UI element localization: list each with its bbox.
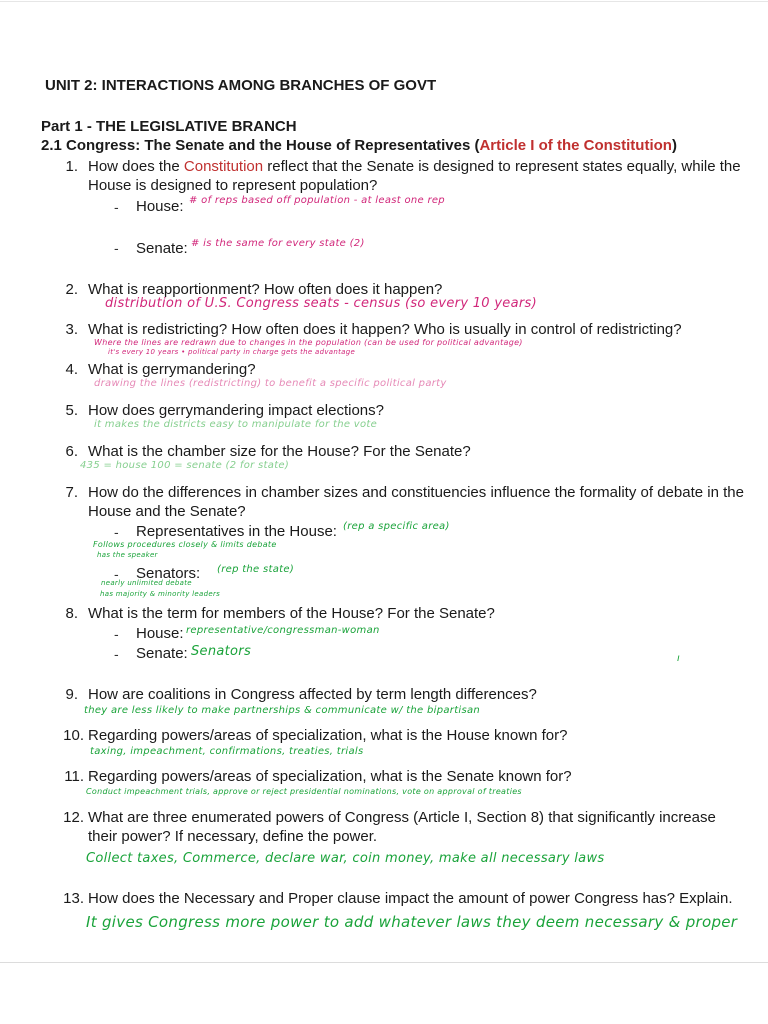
question-number: 2. <box>65 281 78 298</box>
q1-constitution: Constitution <box>183 158 264 175</box>
q2-answer: distribution of U.S. Congress seats - census (so every 10 years) <box>105 296 537 311</box>
bullet-dash: - <box>114 566 119 582</box>
stray-pen-mark: ı <box>677 653 681 664</box>
q1-house-answer: # of reps based off population - at least one rep <box>189 195 445 206</box>
section-article-link: Article I of the Constitution <box>479 137 672 154</box>
question-number: 12. <box>63 809 84 826</box>
q7-senators-note-2: has majority & minority leaders <box>100 590 221 598</box>
q8-senate-label: Senate: <box>136 645 188 662</box>
question-number: 9. <box>65 686 78 703</box>
q1-text-post: reflect that the Senate is designed to represent states equally, while the House is designed to represent population? <box>88 158 741 194</box>
q8-house-label: House: <box>136 625 184 642</box>
bullet-dash: - <box>114 626 119 642</box>
q5-answer: it makes the districts easy to manipulate for the vote <box>94 419 378 430</box>
q1-text-pre: How does the <box>88 158 184 175</box>
question-13-text: How does the Necessary and Proper clause impact the amount of power Congress has? Explain. <box>88 890 733 907</box>
question-6-text: What is the chamber size for the House? For the Senate? <box>88 443 471 460</box>
q1-senate-label: Senate: <box>136 240 188 257</box>
bullet-dash: - <box>114 524 119 540</box>
question-8-text: What is the term for members of the House? For the Senate? <box>88 605 495 622</box>
question-4-text: What is gerrymandering? <box>88 361 256 378</box>
question-number: 1. <box>65 158 78 175</box>
question-number: 4. <box>65 361 78 378</box>
q6-answer: 435 = house 100 = senate (2 for state) <box>80 460 290 471</box>
question-2-text: What is reapportionment? How often does it happen? <box>88 281 443 298</box>
question-9-text: How are coalitions in Congress affected by term length differences? <box>88 686 537 703</box>
question-7-text: How do the differences in chamber sizes and constituencies influence the formality of debate in the House and the Senate? <box>88 484 744 520</box>
q7-rep-note-1: Follows procedures closely & limits debate <box>93 540 277 549</box>
question-number: 13. <box>63 890 84 907</box>
question-number: 7. <box>65 484 78 501</box>
q7-rep-note-2: has the speaker <box>97 551 158 559</box>
section-prefix: 2.1 Congress: The Senate and the House of Representatives ( <box>41 137 480 154</box>
section-title <box>41 137 677 154</box>
question-number: 6. <box>65 443 78 460</box>
q1-house-label: House: <box>136 198 184 215</box>
question-number: 3. <box>65 321 78 338</box>
q7-senators-note-1: nearly unlimited debate <box>101 579 192 587</box>
question-12-text: What are three enumerated powers of Congress (Article I, Section 8) that significantly increase their power? If necessary, define the power. <box>88 809 716 845</box>
bullet-dash: - <box>114 199 119 215</box>
q12-answer: Collect taxes, Commerce, declare war, coin money, make all necessary laws <box>86 851 605 866</box>
question-3-text: What is redistricting? How often does it happen? Who is usually in control of redistricting? <box>88 321 682 338</box>
question-11-text: Regarding powers/areas of specialization, what is the Senate known for? <box>88 768 572 785</box>
unit-title: UNIT 2: INTERACTIONS AMONG BRANCHES OF GOVT <box>45 77 437 94</box>
section-suffix: ) <box>671 137 677 154</box>
q9-answer: they are less likely to make partnerships & communicate w/ the bipartisan <box>84 705 481 716</box>
q7-senators-label: Senators: <box>136 565 201 582</box>
q3-answer-line-2: it's every 10 years • political party in charge gets the advantage <box>108 348 356 356</box>
part-title: Part 1 - THE LEGISLATIVE BRANCH <box>41 118 297 135</box>
question-text <box>88 157 748 195</box>
q11-answer: Conduct impeachment trials, approve or reject presidential nominations, vote on approval of treaties <box>86 787 522 796</box>
q1-senate-answer: # is the same for every state (2) <box>191 238 365 249</box>
question-number: 5. <box>65 402 78 419</box>
q8-senate-answer: Senators <box>191 644 252 659</box>
question-number: 8. <box>65 605 78 622</box>
q4-answer: drawing the lines (redistricting) to benefit a specific political party <box>94 378 447 389</box>
question-number: 10. <box>63 727 84 744</box>
q7-rep-label: Representatives in the House: <box>136 523 337 540</box>
question-number: 11. <box>64 768 84 785</box>
bullet-dash: - <box>114 646 119 662</box>
bottom-divider <box>0 962 768 963</box>
q10-answer: taxing, impeachment, confirmations, treaties, trials <box>90 746 364 757</box>
q3-answer-line-1: Where the lines are redrawn due to changes in the population (can be used for political advantage) <box>94 338 523 347</box>
bullet-dash: - <box>114 240 119 256</box>
q13-answer: It gives Congress more power to add whatever laws they deem necessary & proper <box>86 913 738 931</box>
q7-rep-answer: (rep a specific area) <box>343 521 450 532</box>
question-10-text: Regarding powers/areas of specialization, what is the House known for? <box>88 727 568 744</box>
q8-house-answer: representative/congressman-woman <box>186 625 380 636</box>
question-5-text: How does gerrymandering impact elections? <box>88 402 384 419</box>
q7-senators-answer: (rep the state) <box>217 564 295 575</box>
top-divider <box>0 1 768 2</box>
